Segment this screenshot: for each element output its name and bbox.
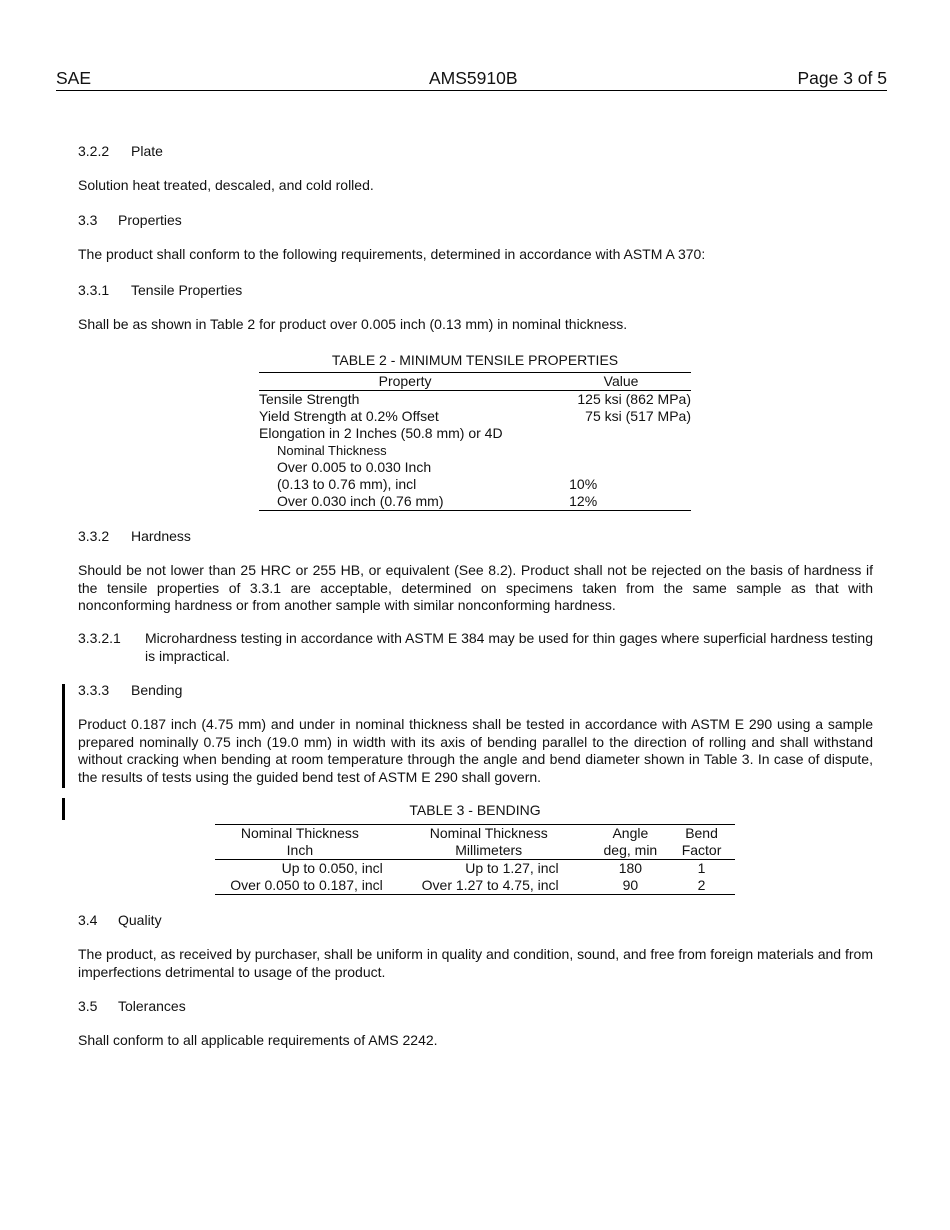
factor-cell: 1	[697, 860, 706, 876]
table-row	[259, 476, 691, 493]
table-row	[215, 877, 735, 895]
paragraph-3-3: The product shall conform to the following requirements, determined in accordance with ASTM A 370:	[78, 246, 706, 262]
section-number: 3.3.3	[78, 682, 110, 698]
section-title: Plate	[131, 143, 163, 159]
section-number: 3.2.2	[78, 143, 110, 159]
table-row	[259, 408, 691, 425]
section-title: Tolerances	[118, 998, 186, 1014]
property-cell: Yield Strength at 0.2% Offset	[259, 408, 439, 424]
section-number: 3.3.2	[78, 528, 110, 544]
section-number: 3.4	[78, 912, 98, 928]
column-header-angle: Angle	[593, 825, 668, 843]
value-cell: 75 ksi (517 MPa)	[585, 408, 691, 424]
property-cell: Nominal Thickness	[277, 443, 387, 458]
header-org: SAE	[56, 68, 92, 88]
value-cell: 12%	[551, 493, 691, 511]
column-header-value: Value	[551, 373, 691, 391]
table-header-row	[259, 373, 691, 391]
heading-3-3	[78, 211, 182, 229]
section-title: Bending	[131, 682, 183, 698]
inch-cell: Over 0.050 to 0.187, incl	[215, 877, 385, 895]
paragraph-3-3-2: Should be not lower than 25 HRC or 255 HB, or equivalent (See 8.2). Product shall not be rejected on the basis of hardness if the tensile properties of 3.3.1 are acceptable, determined on specimens taken from the same sample as that with nonconforming hardness or from another sample with similar nonconforming hardness.	[78, 562, 873, 613]
header-doc-id: AMS5910B	[429, 68, 518, 88]
table-2-title: TABLE 2 - MINIMUM TENSILE PROPERTIES	[331, 352, 619, 368]
paragraph-3-3-3: Product 0.187 inch (4.75 mm) and under in nominal thickness shall be tested in accordance with ASTM E 290 using a sample prepared nominally 0.75 inch (19.0 mm) in width with its axis of bending parallel to the direction of rolling and shall withstand without cracking when bending at room temperature through the angle and bend diameter shown in Table 3. In case of dispute, the results of tests using the guided bend test of ASTM E 290 shall govern.	[78, 716, 873, 785]
heading-3-3-2	[78, 527, 191, 545]
value-cell: 125 ksi (862 MPa)	[577, 391, 691, 407]
table-3	[215, 824, 735, 895]
table-row	[259, 425, 691, 442]
heading-3-3-3	[78, 681, 182, 699]
property-cell: Over 0.030 inch (0.76 mm)	[259, 493, 551, 511]
revision-change-bar	[62, 798, 65, 820]
table-row	[259, 459, 691, 476]
header-page-number: Page 3 of 5	[797, 68, 887, 88]
paragraph-3-4: The product, as received by purchaser, shall be uniform in quality and condition, sound, and free from foreign materials and from imperfections detrimental to usage of the product.	[78, 946, 873, 980]
property-cell: Tensile Strength	[259, 391, 360, 407]
property-cell: Elongation in 2 Inches (50.8 mm) or 4D	[259, 425, 503, 441]
property-cell: Over 0.005 to 0.030 Inch	[277, 459, 432, 475]
column-header-mm-unit: Millimeters	[385, 842, 593, 860]
angle-cell: 180	[618, 860, 643, 876]
page-header	[56, 66, 887, 91]
section-title: Properties	[118, 212, 182, 228]
value-cell: 10%	[569, 476, 598, 492]
section-number: 3.3	[78, 212, 98, 228]
section-title: Hardness	[131, 528, 191, 544]
table-header-row	[215, 825, 735, 843]
paragraph-3-2-2: Solution heat treated, descaled, and cold rolled.	[78, 177, 374, 193]
section-title: Quality	[118, 912, 162, 928]
table-3-title: TABLE 3 - BENDING	[409, 802, 541, 818]
heading-3-3-1	[78, 281, 242, 299]
heading-3-4	[78, 911, 162, 929]
paragraph-3-5: Shall conform to all applicable requirements of AMS 2242.	[78, 1032, 438, 1048]
mm-cell: Up to 1.27, incl	[465, 860, 559, 876]
section-number-3-3-2-1: 3.3.2.1	[78, 630, 121, 646]
column-header-angle-unit: deg, min	[593, 842, 668, 860]
heading-3-2-2	[78, 142, 163, 160]
column-header-property: Property	[259, 373, 551, 391]
section-number: 3.5	[78, 998, 98, 1014]
table-2	[259, 372, 691, 511]
table-row	[259, 442, 691, 459]
table-row	[215, 860, 735, 878]
column-header-factor: Bend	[668, 825, 735, 843]
table-row	[259, 493, 691, 511]
column-header-factor-unit: Factor	[668, 842, 735, 860]
column-header-inch-unit: Inch	[215, 842, 385, 860]
table-row	[259, 391, 691, 409]
column-header-inch: Nominal Thickness	[215, 825, 385, 843]
paragraph-3-3-2-1: Microhardness testing in accordance with ASTM E 384 may be used for thin gages where superficial hardness testing is impractical.	[145, 630, 873, 664]
section-number: 3.3.1	[78, 282, 110, 298]
angle-cell: 90	[593, 877, 668, 895]
inch-cell: Up to 0.050, incl	[281, 860, 383, 876]
factor-cell: 2	[668, 877, 735, 895]
section-title: Tensile Properties	[131, 282, 243, 298]
paragraph-3-3-1: Shall be as shown in Table 2 for product over 0.005 inch (0.13 mm) in nominal thickness.	[78, 316, 628, 332]
revision-change-bar	[62, 684, 65, 788]
mm-cell: Over 1.27 to 4.75, incl	[385, 877, 593, 895]
column-header-mm: Nominal Thickness	[385, 825, 593, 843]
table-header-row	[215, 842, 735, 860]
property-cell: (0.13 to 0.76 mm), incl	[277, 476, 417, 492]
heading-3-5	[78, 997, 186, 1015]
